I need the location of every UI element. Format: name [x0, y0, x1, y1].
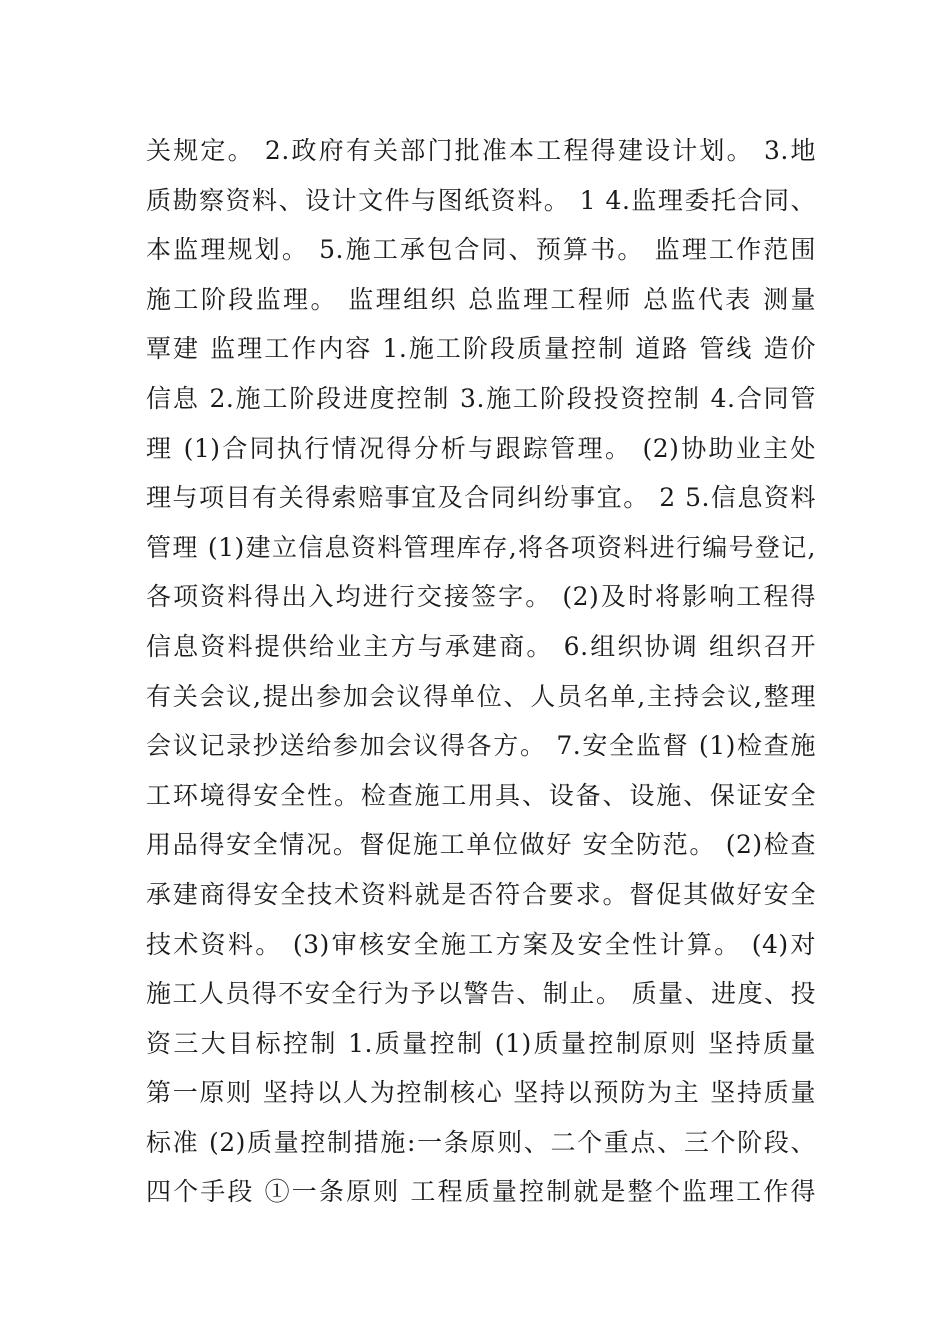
text-line: 承建商得安全技术资料就是否符合要求。督促其做好安全 — [146, 879, 816, 909]
text-line: 理 (1)合同执行情况得分析与跟踪管理。 (2)协助业主处 — [146, 433, 816, 463]
text-line: 资三大目标控制 1.质量控制 (1)质量控制原则 坚持质量 — [146, 1028, 816, 1058]
body-text — [146, 126, 816, 1217]
text-line: 本监理规划。 5.施工承包合同、预算书。 监理工作范围 — [146, 235, 816, 265]
text-line: 第一原则 坚持以人为控制核心 坚持以预防为主 坚持质量 — [146, 1078, 816, 1108]
text-line: 信息 2.施工阶段进度控制 3.施工阶段投资控制 4.合同管 — [146, 383, 816, 413]
text-line: 施工阶段监理。 监理组织 总监理工程师 总监代表 测量 — [146, 284, 816, 314]
text-line: 关规定。 2.政府有关部门批准本工程得建设计划。 3.地 — [146, 136, 816, 165]
text-line: 四个手段 ①一条原则 工程质量控制就是整个监理工作得 — [146, 1177, 816, 1207]
text-line: 工环境得安全性。检查施工用具、设备、设施、保证安全 — [146, 780, 816, 810]
text-line: 有关会议,提出参加会议得单位、人员名单,主持会议,整理 — [146, 681, 816, 711]
text-line: 施工人员得不安全行为予以警告、制止。 质量、进度、投 — [146, 979, 816, 1009]
text-line: 各项资料得出入均进行交接签字。 (2)及时将影响工程得 — [146, 582, 816, 612]
text-line: 理与项目有关得索赔事宜及合同纠纷事宜。 2 5.信息资料 — [146, 483, 816, 513]
text-line: 质勘察资料、设计文件与图纸资料。 1 4.监理委托合同、 — [146, 185, 816, 215]
text-line: 标准 (2)质量控制措施:一条原则、二个重点、三个阶段、 — [146, 1127, 816, 1157]
text-line: 会议记录抄送给参加会议得各方。 7.安全监督 (1)检查施 — [146, 731, 816, 761]
text-line: 用品得安全情况。督促施工单位做好 安全防范。 (2)检查 — [146, 830, 816, 860]
text-line: 技术资料。 (3)审核安全施工方案及安全性计算。 (4)对 — [146, 929, 816, 959]
text-line: 覃建 监理工作内容 1.施工阶段质量控制 道路 管线 造价 — [146, 334, 816, 364]
text-line: 管理 (1)建立信息资料管理库存,将各项资料进行编号登记, — [146, 532, 816, 562]
text-line: 信息资料提供给业主方与承建商。 6.组织协调 组织召开 — [146, 631, 816, 661]
